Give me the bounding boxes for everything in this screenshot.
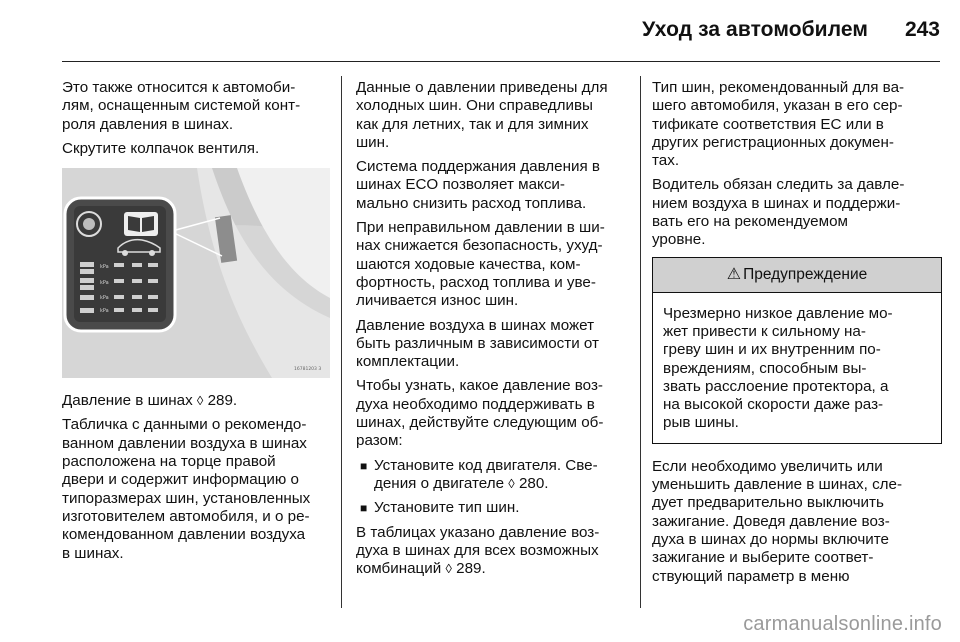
column-divider-1 xyxy=(341,76,342,608)
page-reference-link[interactable]: 280. xyxy=(518,474,549,492)
warning-title: Предупреждение xyxy=(743,265,868,283)
page-reference-icon: ◊ xyxy=(445,561,452,577)
unscrew-instruction: Скрутите колпачок вентиля. xyxy=(62,139,260,157)
svg-text:kPa: kPa xyxy=(100,308,109,315)
warning-body: Чрезмерно низкое давление мо- жет привести к сильному на- греву шин и их внутренним по- вреждениям, способным вы- звать расслоение протектора, а на высокой скорости даже раз- рыв шины. xyxy=(663,304,893,432)
eco-paragraph: Система поддержания давления в шинах ECO позволяет макси- мально снизить расход топлива. xyxy=(356,158,600,212)
column-3 xyxy=(652,79,942,592)
page-reference-icon: ◊ xyxy=(508,475,515,491)
driver-duty-paragraph: Водитель обязан следить за давле- нием воздуха в шинах и поддержи- вать его на рекомендуемом уровне. xyxy=(652,176,905,249)
bullet-icon: ■ xyxy=(360,458,368,473)
page-reference-link[interactable]: 289. xyxy=(456,560,486,578)
tire-type-paragraph: Тип шин, рекомендованный для ва- шего автомобиля, указан в его сер- тификате соответствия ЕС или в других регистрационных докумен- тах. xyxy=(652,79,905,170)
pressure-reference: Давление в шинах ◊ 289. xyxy=(62,392,238,410)
list-item-engine-code: ■ Установите код двигателя. Све- дения о двигателе ◊ 280. xyxy=(360,456,598,492)
tire-pressure-placard-illustration xyxy=(62,168,330,378)
tables-paragraph: В таблицах указано давление воз- духа в шинах для всех возможных комбинаций ◊ 289. xyxy=(356,523,600,578)
illustration-code: 16781203 3 xyxy=(294,367,322,373)
equipment-paragraph: Давление воздуха в шинах может быть различным в зависимости от комплектации. xyxy=(356,316,599,371)
bullet-icon: ■ xyxy=(360,501,368,516)
placard-paragraph: Табличка с данными о рекомендо- ванном давлении воздуха в шинах расположена на торце правой двери и содержит информацию о типоразмерах шин, установленных изготовителем автомобиля, и о ре- комендованном давлении воздуха в шинах. xyxy=(62,416,311,562)
warning-header xyxy=(653,258,941,293)
header-divider xyxy=(62,61,940,62)
adjust-pressure-paragraph: Если необходимо увеличить или уменьшить давление в шинах, сле- дует предварительно выключить зажигание. Доведя давление воз- духа в шинах до нормы включите зажигание и выберите соответ- ствующий параметр в меню xyxy=(652,457,903,585)
page-reference-icon: ◊ xyxy=(196,393,204,409)
warning-icon: ⚠ xyxy=(726,265,742,283)
page-reference-link[interactable]: 289. xyxy=(207,392,238,410)
watermark: carmanualsonline.info xyxy=(743,613,942,635)
svg-text:kPa: kPa xyxy=(100,264,109,271)
warning-box xyxy=(652,257,942,444)
page-header-title: Уход за автомобилем xyxy=(642,18,868,41)
column-2 xyxy=(356,79,634,584)
intro-paragraph: Это также относится к автомоби- лям, оснащенным системой конт- роля давления в шинах. xyxy=(62,79,301,133)
procedure-paragraph: Чтобы узнать, какое давление воз- духа необходимо поддерживать в шинах, действуйте следующим об- разом: xyxy=(356,377,604,450)
svg-text:kPa: kPa xyxy=(100,280,109,287)
safety-paragraph: При неправильном давлении в ши- нах снижается безопасность, ухуд- шаются ходовые качества, ком- фортность, расход топлива и уве- личивается износ шин. xyxy=(356,219,605,310)
column-1 xyxy=(62,79,334,569)
list-item-tire-type: ■ Установите тип шин. xyxy=(360,499,520,517)
page-number: 243 xyxy=(904,18,940,41)
cold-tires-paragraph: Данные о давлении приведены для холодных шин. Они справедливы как для летних, так и для зимних шин. xyxy=(356,79,608,151)
column-divider-2 xyxy=(640,76,641,608)
svg-text:kPa: kPa xyxy=(100,295,109,302)
